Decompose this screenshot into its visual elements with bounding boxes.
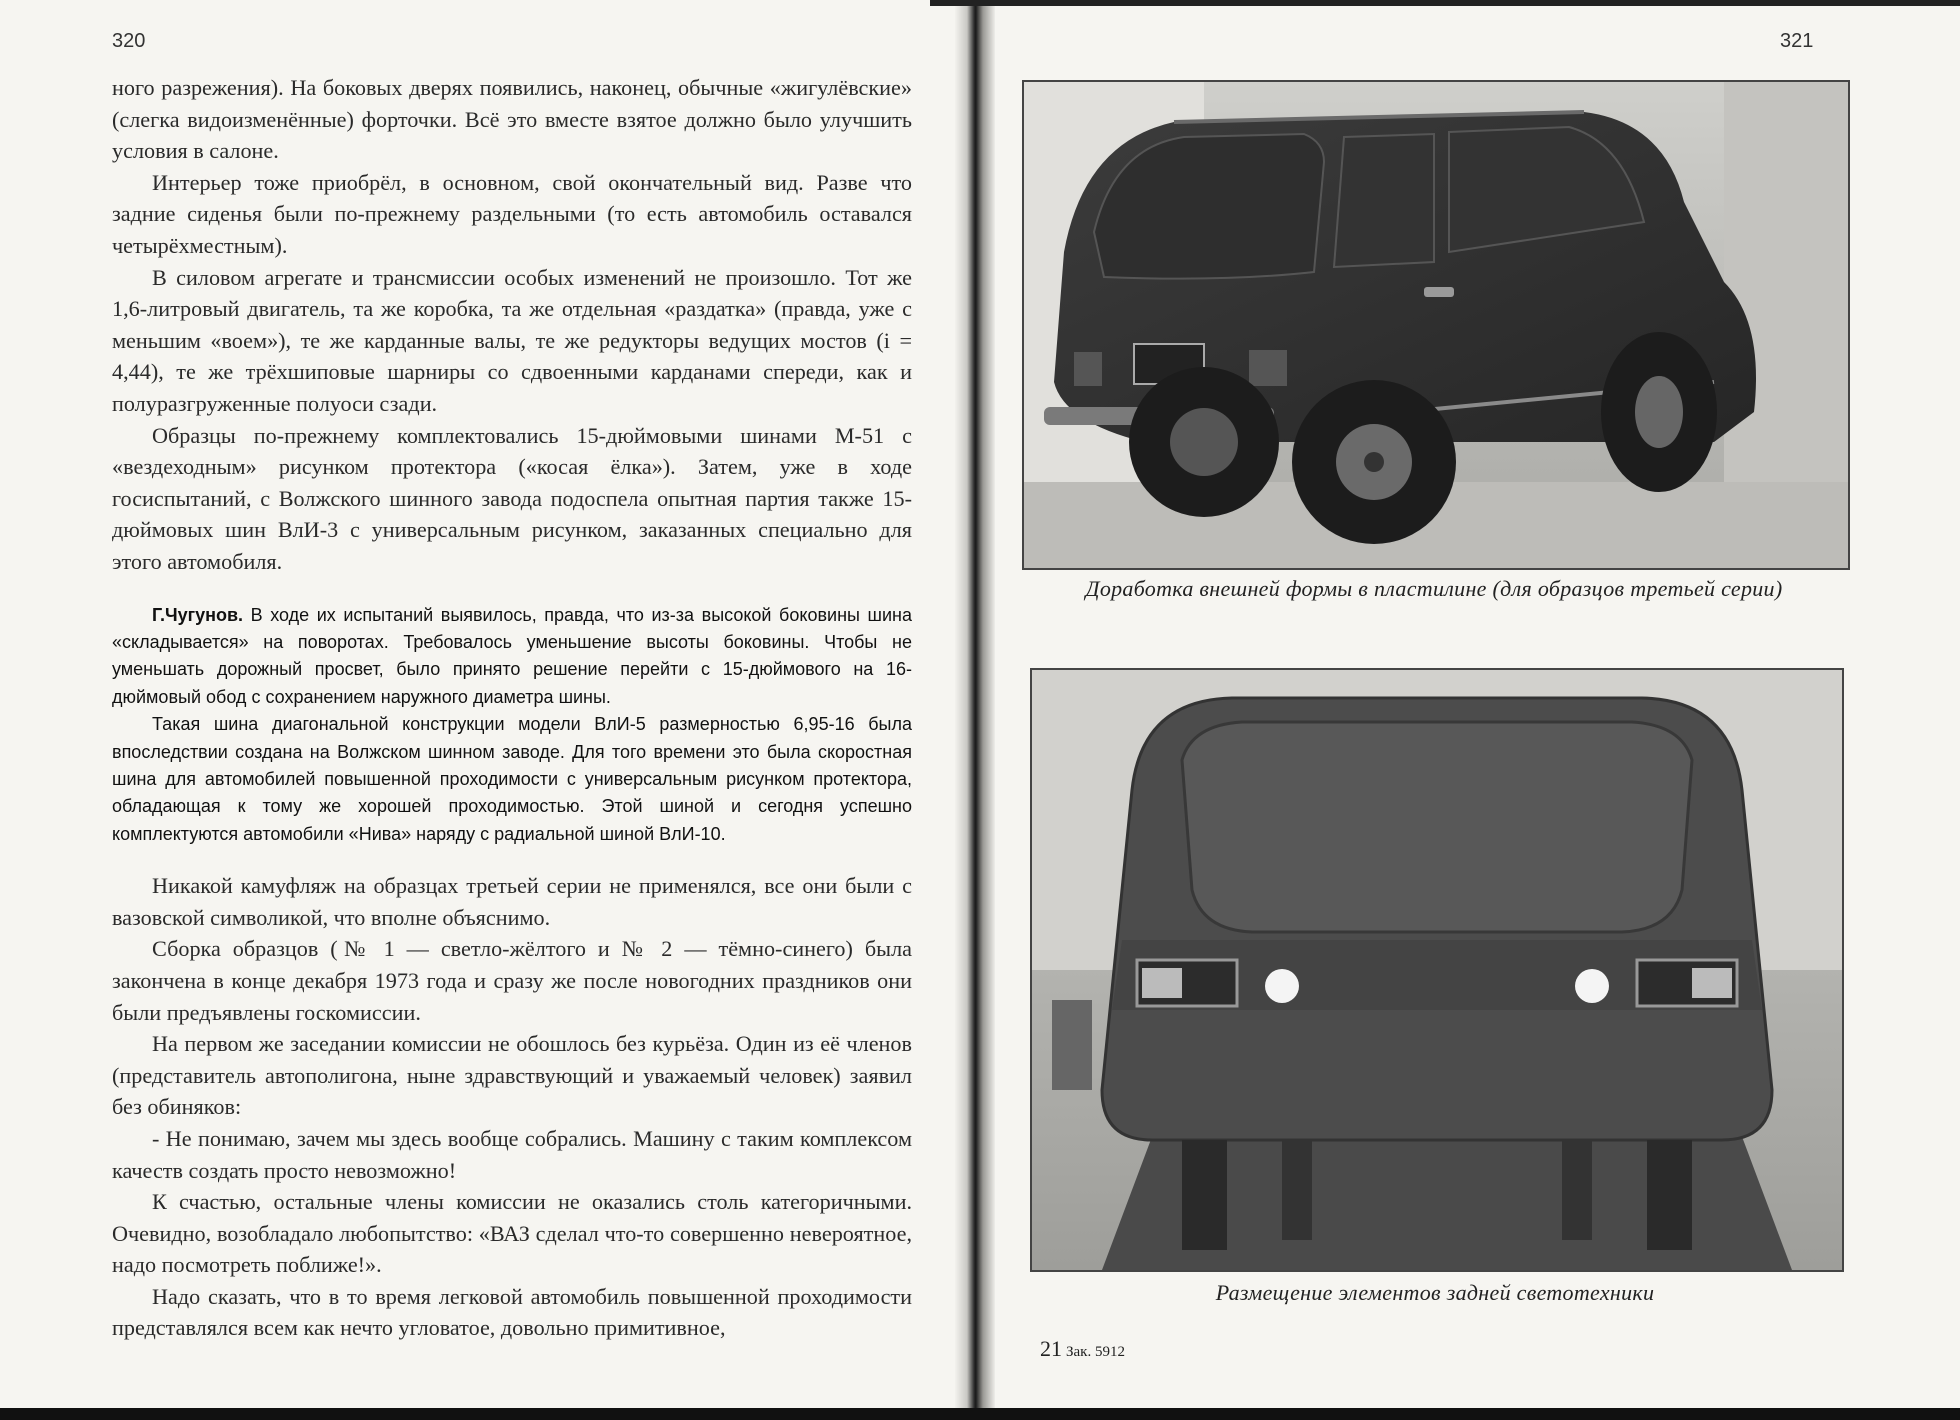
body-paragraph: Интерьер тоже приобрёл, в основном, свой окончательный вид. Разве что задние сиденья были по-прежнему раздельными (то есть автомобиль оставался четырёхместным). <box>112 169 912 258</box>
photo-rear-lights <box>1030 668 1844 1272</box>
photo-caption: Доработка внешней формы в пластилине (для образцов третьей серии) <box>1085 576 1783 601</box>
quote-text: В ходе их испытаний выявилось, правда, что из-за высокой боковины шина «складывается» на поворотах. Требовалось уменьшение высоты боковины. Чтобы не уменьшать дорожный просвет, было принято решение перейти с 15-дюймового на 16-дюймовый обод с сохранением наружного диаметра шины. <box>112 604 912 707</box>
body-paragraph: Образцы по-прежнему комплектовались 15-дюймовыми шинами М-51 с «вездеходным» рисунком протектора («косая ёлка»). Затем, уже в ходе госиспытаний, с Волжского шинного завода подоспела опытная партия также 15-дюймовых шин ВлИ-3 с универсальным рисунком, заказанных специально для этого автомобиля. <box>112 422 912 574</box>
signature-text: Зак. 5912 <box>1066 1344 1125 1360</box>
body-paragraph: - Не понимаю, зачем мы здесь вообще собрались. Машину с таким комплексом качеств создать просто невозможно! <box>112 1125 912 1183</box>
signature-number: 21 <box>1040 1336 1062 1361</box>
page-number-left: 320 <box>112 30 146 52</box>
photo-clay-model-side <box>1022 80 1850 570</box>
page-number-right: 321 <box>1780 30 1814 52</box>
printers-signature <box>1040 1336 1125 1362</box>
quote-paragraph <box>112 602 912 712</box>
body-paragraph: К счастью, остальные члены комиссии не оказались столь категоричными. Очевидно, возобладало любопытство: «ВАЗ сделал что-то совершенно невероятное, надо посмотреть поближе!». <box>112 1189 912 1278</box>
quote-paragraph: Такая шина диагональной конструкции модели ВлИ-5 размерностью 6,95-16 была впоследствии создана на Волжском шинном заводе. Для того времени это была скоростная шина для автомобилей повышенной проходимости с универсальным рисунком протектора, обладающая к тому же хорошей проходимостью. Этой шиной и сегодня успешно комплектуются автомобили «Нива» наряду с радиальной шиной ВлИ-10. <box>112 714 912 844</box>
body-paragraph: Надо сказать, что в то время легковой автомобиль повышенной проходимости представлялся всем как нечто угловатое, довольно примитивное, <box>112 1283 912 1341</box>
quote-block <box>112 602 912 849</box>
book-gutter <box>955 0 995 1420</box>
quote-speaker: Г.Чугунов. <box>152 604 244 625</box>
body-paragraph: Никакой камуфляж на образцах третьей серии не применялся, все они были с вазовской символикой, что вполне объяснимо. <box>112 873 912 930</box>
scan-edge-top <box>930 0 1960 6</box>
body-paragraph: Сборка образцов (№ 1 — светло-жёлтого и № 2 — тёмно-синего) была закончена в конце декабря 1973 года и сразу же после новогодних праздников они были предъявлены госкомиссии. <box>112 936 912 1025</box>
body-paragraph: ного разрежения). На боковых дверях появились, наконец, обычные «жигулёвские» (слегка видоизменённые) форточки. Всё это вместе взятое должно было улучшить условия в салоне. <box>112 75 912 164</box>
photo-caption: Размещение элементов задней светотехники <box>1215 1280 1655 1305</box>
scan-edge-bottom <box>0 1408 1960 1420</box>
left-text-column <box>112 72 912 1344</box>
body-paragraph: На первом же заседании комиссии не обошлось без курьёза. Один из её членов (представитель автополигона, ныне здравствующий и уважаемый человек) заявил без обиняков: <box>112 1031 912 1120</box>
body-paragraph: В силовом агрегате и трансмиссии особых изменений не произошло. Тот же 1,6-литровый двигатель, та же коробка, та же отдельная «раздатка» (правда, уже с меньшим «воем»), те же карданные валы, те же редукторы ведущих мостов (i = 4,44), те же трёхшиповые шарниры со сдвоенными карданами спереди, как и полуразгруженные полуоси сзади. <box>112 264 912 416</box>
